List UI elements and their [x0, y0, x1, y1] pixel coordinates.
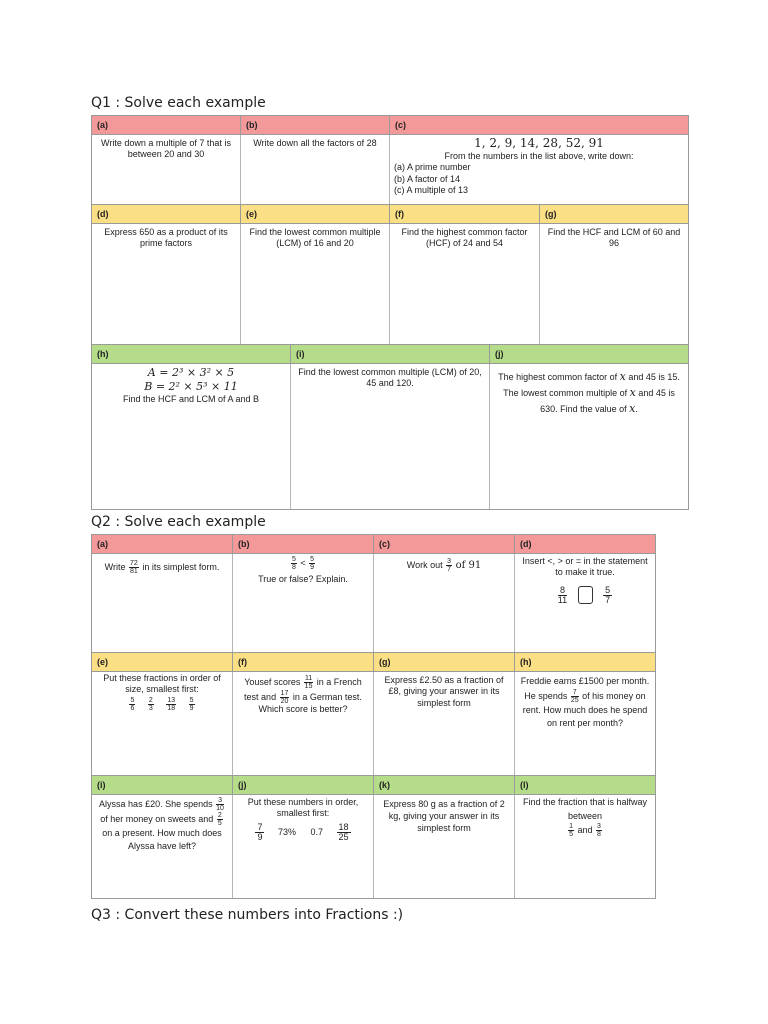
q1-g-question: Find the HCF and LCM of 60 and 96 [547, 227, 681, 249]
q1-j-label: (j) [495, 349, 504, 359]
q1-a-question: Write down a multiple of 7 that is between 20 and 30 [92, 135, 241, 205]
q2-j-question [233, 795, 374, 898]
q2-b-text: True or false? Explain. [258, 574, 348, 584]
q2-j-label: (j) [233, 776, 374, 794]
q2-d-label: (d) [520, 539, 532, 549]
q2-i-num2: 2 [217, 812, 222, 819]
q1-b-label: (b) [241, 116, 390, 134]
q2-h-label: (h) [520, 657, 532, 667]
q2-f-question [233, 672, 374, 775]
q2-b-den2: 9 [310, 564, 315, 571]
q1-row3-header [92, 345, 688, 363]
q2-b-fraction-1 [291, 556, 297, 571]
q2-b-operator: < [300, 557, 306, 568]
q2-a-pre: Write [104, 561, 126, 572]
q2-i-fraction-1 [216, 797, 224, 812]
q2-j-text: Put these numbers in order, smallest first: [247, 797, 359, 819]
q2-e-frac-4 [189, 697, 195, 712]
q2-a-num: 72 [130, 560, 138, 567]
q2-f-num1: 11 [304, 675, 313, 682]
q1-b-question: Write down all the factors of 28 [241, 135, 390, 205]
q2-k-question: Express 80 g as a fraction of 2 kg, giving your answer in its simplest form [374, 795, 515, 898]
q2-l-fraction-2 [596, 823, 602, 838]
q1-c-item-b: (b) A factor of 14 [394, 173, 461, 184]
q2-j-fraction-1 [255, 823, 264, 843]
q1-title: Q1 : Solve each example [91, 95, 266, 111]
q2-j-fraction-4 [337, 823, 351, 843]
q2-j-num1: 7 [257, 821, 263, 832]
q1-table [91, 115, 689, 510]
q1-i-label: (i) [291, 345, 490, 363]
q2-k-label: (k) [374, 776, 515, 794]
q2-f-fraction-1 [304, 675, 313, 690]
q2-f-mid2: in a German test. [292, 691, 362, 702]
q2-d-answer-box[interactable] [578, 586, 593, 604]
q1-i-question: Find the lowest common multiple (LCM) of 20, 45 and 120. [291, 364, 490, 509]
q2-l-num1: 1 [569, 823, 573, 830]
q2-l-text: Find the fraction that is halfway between [522, 797, 648, 821]
q1-f-question: Find the highest common factor (HCF) of 24 and 54 [390, 224, 540, 344]
q2-e-question [92, 672, 233, 775]
q2-f-fraction-2 [280, 690, 290, 705]
q2-d-num2: 5 [605, 584, 611, 595]
q2-d-num1: 8 [558, 586, 567, 596]
q1-h-line1: A = 2³ × 3² × 5 [147, 366, 235, 379]
q2-h-den: 25 [570, 696, 579, 704]
q2-j-den1: 9 [257, 831, 263, 842]
q2-b-num2: 5 [310, 556, 315, 563]
q2-g-label: (g) [374, 653, 515, 671]
q1-j-x1: x [619, 370, 626, 383]
q2-f-pre: Yousef scores [244, 676, 301, 687]
q2-i-label: (i) [92, 776, 233, 794]
q1-j-x2: x [629, 385, 636, 399]
q2-i-pre: Alyssa has £20. She spends [99, 798, 213, 809]
q2-f-den1: 15 [304, 683, 313, 690]
q2-b-label: (b) [233, 535, 374, 553]
q2-c-pre: Work out [406, 559, 443, 570]
q2-f-label: (f) [233, 653, 374, 671]
q2-d-fraction-1 [558, 586, 567, 606]
q2-e-num4: 5 [189, 696, 194, 704]
q2-d-text: Insert <, > or = in the statement to make it true. [522, 556, 648, 578]
q2-h-fraction [571, 689, 579, 704]
q2-i-fraction-2 [217, 812, 223, 827]
q2-a-question [92, 554, 233, 653]
q2-table [91, 534, 656, 899]
q2-e-frac-2 [148, 697, 154, 712]
q2-f-mid1: in a French test and [244, 676, 362, 702]
q2-c-fraction [446, 558, 452, 573]
q1-c-item-a: (a) A prime number [394, 162, 471, 173]
q2-b-question [233, 554, 374, 653]
q2-i-den2: 5 [217, 820, 222, 827]
q2-e-num2: 2 [148, 696, 153, 704]
q1-j-x3: x [629, 401, 636, 415]
q2-d-den2: 7 [605, 594, 611, 605]
q2-a-den: 81 [130, 568, 138, 575]
q1-j-text4: . [635, 403, 638, 414]
q2-f-num2: 17 [280, 690, 289, 697]
q2-h-pre: Freddie earns £1500 per month. He spends [520, 676, 650, 701]
q1-j-text2: and 45 is 15. The lowest common multiple of [503, 372, 680, 398]
q2-d-fraction-2 [603, 586, 612, 606]
q2-e-label: (e) [92, 653, 233, 671]
q1-row2-header [92, 205, 688, 223]
q2-h-num: 7 [572, 688, 577, 696]
q2-l-num2: 3 [597, 823, 601, 830]
q2-row1-header [92, 535, 655, 553]
q2-e-den1: 6 [130, 704, 135, 712]
q2-f-den2: 20 [280, 698, 289, 705]
q2-c-question [374, 554, 515, 653]
q2-i-question [92, 795, 233, 898]
q3-title: Q3 : Convert these numbers into Fractions :) [91, 907, 404, 923]
q2-h-question [515, 672, 655, 775]
q2-e-num1: 5 [130, 696, 135, 704]
q2-l-label: (l) [520, 780, 529, 790]
q2-i-den1: 10 [216, 805, 224, 812]
q2-j-value-3: 0.7 [310, 826, 324, 837]
q1-h-label: (h) [92, 345, 291, 363]
q1-c-intro: From the numbers in the list above, write down: [444, 151, 634, 161]
q2-j-value-2: 73% [277, 826, 296, 837]
q1-c-question [390, 135, 688, 205]
q1-j-question [490, 364, 688, 509]
q2-e-den4: 9 [189, 704, 194, 712]
q2-e-frac-1 [129, 697, 135, 712]
q1-c-label: (c) [395, 120, 406, 130]
q2-title: Q2 : Solve each example [91, 514, 266, 530]
q2-b-fraction-2 [309, 556, 315, 571]
q1-row1-header [92, 116, 688, 134]
q1-e-label: (e) [241, 205, 390, 223]
q2-l-fraction-1 [568, 823, 574, 838]
q2-a-label: (a) [92, 535, 233, 553]
q2-l-question [515, 795, 655, 898]
q2-i-mid: of her money on sweets and [100, 813, 214, 824]
q2-l-and: and [577, 824, 593, 835]
q2-h-post: of his money on rent. How much does he spend on rent per month? [522, 690, 648, 728]
q1-e-question: Find the lowest common multiple (LCM) of 16 and 20 [241, 224, 390, 344]
q2-b-num1: 5 [291, 556, 296, 563]
q2-row2-header [92, 653, 655, 671]
q1-d-label: (d) [92, 205, 241, 223]
q1-c-item-c: (c) A multiple of 13 [394, 184, 469, 195]
q2-l-den1: 5 [569, 831, 573, 838]
q2-e-frac-3 [166, 697, 176, 712]
q1-h-question [92, 364, 291, 509]
q1-a-label: (a) [92, 116, 241, 134]
q2-c-num: 3 [447, 558, 452, 565]
q2-g-question: Express £2.50 as a fraction of £8, giving your answer in its simplest form [374, 672, 515, 775]
q2-d-question [515, 554, 655, 653]
q2-b-den1: 8 [291, 564, 296, 571]
q2-i-num1: 3 [218, 797, 222, 804]
q2-e-num3: 13 [167, 696, 176, 704]
q2-c-den: 7 [447, 566, 452, 573]
q1-h-line2: B = 2² × 5³ × 11 [144, 379, 238, 393]
q1-c-number-list: 1, 2, 9, 14, 28, 52, 91 [474, 136, 604, 150]
q2-l-den2: 8 [597, 831, 601, 838]
q1-j-text3: and 45 is 630. Find the value of [540, 387, 675, 414]
q2-c-post: of 91 [455, 559, 482, 571]
q1-f-label: (f) [390, 205, 540, 223]
q1-h-instruction: Find the HCF and LCM of A and B [122, 393, 260, 404]
q2-j-num4: 18 [338, 821, 349, 832]
q2-f-post: Which score is better? [258, 704, 348, 714]
q1-d-question: Express 650 as a product of its prime factors [92, 224, 241, 344]
q2-e-text: Put these fractions in order of size, smallest first: [103, 673, 221, 695]
q2-a-post: in its simplest form. [142, 561, 220, 572]
q2-e-den2: 3 [148, 704, 153, 712]
q2-i-post: on a present. How much does Alyssa have left? [102, 828, 222, 852]
q2-j-den4: 25 [338, 831, 349, 842]
q2-d-den1: 11 [557, 594, 568, 605]
q2-c-label: (c) [374, 535, 515, 553]
q2-row3-header [92, 776, 655, 794]
q1-g-label: (g) [545, 209, 557, 219]
q2-e-den3: 18 [167, 704, 176, 712]
q2-a-fraction [129, 560, 139, 575]
q1-j-text1: The highest common factor of [498, 372, 620, 382]
